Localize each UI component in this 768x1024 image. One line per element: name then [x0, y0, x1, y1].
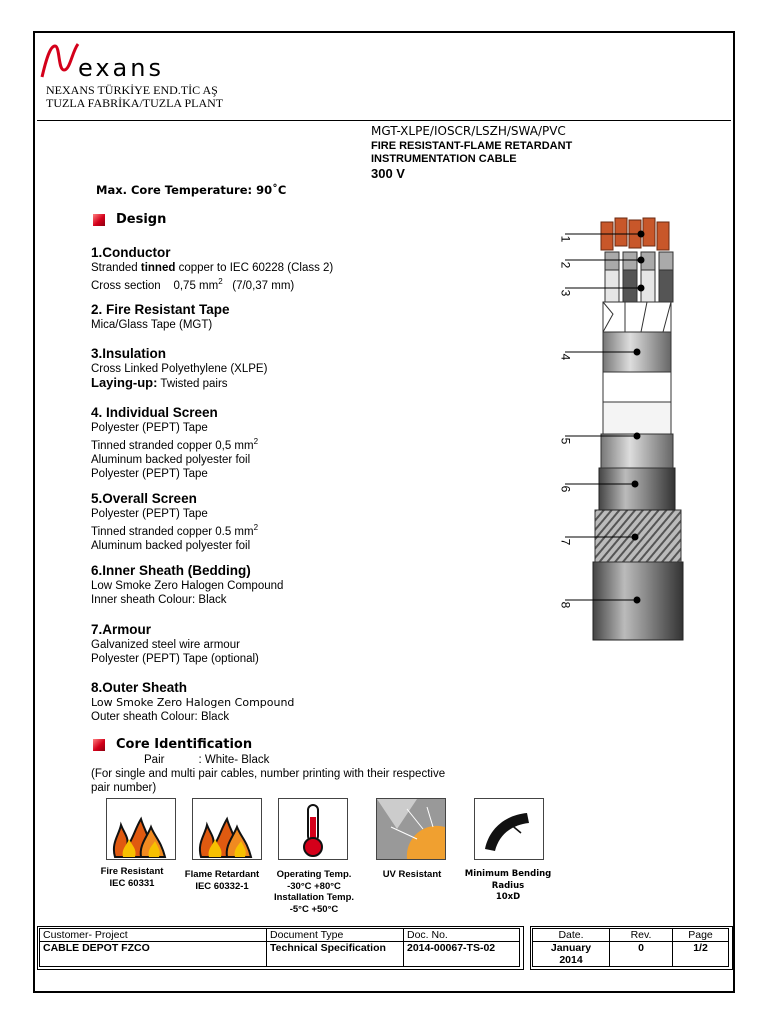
- bullet-icon: [93, 214, 105, 226]
- diagram-label-1: 1: [558, 235, 573, 243]
- core-id-section: [91, 753, 445, 796]
- overall-screen-section: [91, 490, 258, 553]
- armour-line2: Polyester (PEPT) Tape (optional): [91, 653, 259, 666]
- bullet-icon: [93, 739, 105, 751]
- date-value: January 2014: [533, 942, 610, 967]
- insulation-heading: 3.Insulation: [91, 346, 167, 361]
- diagram-label-5: 5: [558, 437, 573, 445]
- doctype-label: Document Type: [267, 929, 404, 942]
- customer-value: CABLE DEPOT FZCO: [40, 942, 267, 967]
- os-line2: Tinned stranded copper 0.5 $mm^2$: [91, 523, 259, 539]
- diagram-label-8: 8: [558, 601, 573, 609]
- conductor-heading: 1.Conductor: [91, 245, 171, 260]
- ins-line1: Low Smoke Zero Halogen Compound: [91, 580, 284, 592]
- title-line2: INSTRUMENTATION CABLE: [371, 153, 517, 165]
- customer-label: Customer- Project: [40, 929, 267, 942]
- individual-screen-heading: 4. Individual Screen: [91, 405, 218, 420]
- title-line1: FIRE RESISTANT-FLAME RETARDANT: [371, 140, 573, 152]
- diagram-label-6: 6: [558, 485, 573, 493]
- outer-line2: Outer sheath Colour: Black: [91, 711, 230, 724]
- bending-caption: Minimum Bending Radius 10xD: [464, 869, 552, 902]
- diagram-label-4: 4: [558, 353, 573, 361]
- doctype-value: Technical Specification: [267, 942, 404, 967]
- is-line3: Aluminum backed polyester foil: [91, 454, 251, 467]
- cross-section: Cross section 0,75 $mm^2$ (7/0,37 mm): [91, 277, 295, 293]
- os-line1: Polyester (PEPT) Tape: [91, 508, 208, 520]
- logo-text: exans: [78, 54, 164, 82]
- inner-sheath-heading: 6.Inner Sheath (Bedding): [91, 563, 251, 578]
- uv-resistant-icon: [376, 798, 446, 860]
- rev-label: Rev.: [610, 929, 673, 942]
- header-divider: [37, 120, 731, 121]
- pair-line: Pair : White- Black: [144, 754, 270, 766]
- os-line3: Aluminum backed polyester foil: [91, 540, 251, 553]
- docno-value: 2014-00067-TS-02: [404, 942, 520, 967]
- title-block: [371, 124, 572, 181]
- voltage: 300 V: [371, 166, 405, 181]
- diagram-label-3: 3: [558, 289, 573, 297]
- bending-radius-icon: [474, 798, 544, 860]
- nexans-logo-icon: [40, 40, 80, 80]
- page-value: 1/2: [673, 942, 729, 967]
- inner-sheath-section: [91, 562, 283, 607]
- fire-tape-heading: 2. Fire Resistant Tape: [91, 302, 230, 317]
- docno-label: Doc. No.: [404, 929, 520, 942]
- is-line2: Tinned stranded copper 0,5 $mm^2$: [91, 437, 259, 453]
- uv-caption: UV Resistant: [382, 869, 442, 880]
- footer-table-left: [39, 928, 520, 967]
- max-core-temperature: Max. Core Temperature: 90˚C: [96, 183, 287, 197]
- fire-resistant-icon: [106, 798, 176, 860]
- armour-section: [91, 621, 259, 666]
- rev-value: 0: [610, 942, 673, 967]
- flame-retardant-icon: [192, 798, 262, 860]
- insulation-section: [91, 345, 267, 391]
- diagram-label-7: 7: [558, 538, 573, 546]
- layup: Laying-up: Twisted pairs: [91, 375, 228, 391]
- armour-heading: 7.Armour: [91, 622, 152, 637]
- page-label: Page: [673, 929, 729, 942]
- outer-sheath-heading: 8.Outer Sheath: [91, 680, 188, 695]
- core-note2: pair number): [91, 782, 157, 795]
- cable-code: MGT-XLPE/IOSCR/LSZH/SWA/PVC: [371, 124, 566, 138]
- outer-sheath-section: [91, 679, 294, 724]
- cable-diagram: [555, 212, 695, 644]
- diagram-label-2: 2: [558, 261, 573, 269]
- conductor-section: [91, 244, 333, 293]
- outer-line1: Low Smoke Zero Halogen Compound: [91, 696, 295, 709]
- fire-tape-desc: Mica/Glass Tape (MGT): [91, 319, 213, 331]
- thermometer-icon: [278, 798, 348, 860]
- fire-tape-section: [91, 301, 230, 332]
- core-note1: (For single and multi pair cables, number printing with their respective: [91, 768, 446, 781]
- armour-line1: Galvanized steel wire armour: [91, 639, 240, 651]
- is-line4: Polyester (PEPT) Tape: [91, 468, 208, 481]
- plant-name: TUZLA FABRİKA/TUZLA PLANT: [46, 96, 224, 110]
- date-label: Date.: [533, 929, 610, 942]
- flame-retardant-caption: Flame Retardant IEC 60332-1: [184, 869, 260, 892]
- core-id-heading: Core Identification: [96, 737, 252, 752]
- insulation-desc: Cross Linked Polyethylene (XLPE): [91, 363, 268, 375]
- conductor-desc: Stranded tinned copper to IEC 60228 (Class 2): [91, 262, 334, 274]
- temperature-caption: Operating Temp. -30°C +80°C Installation Temp. -5°C +50°C: [273, 869, 355, 915]
- design-heading: Design: [96, 212, 166, 227]
- individual-screen-section: [91, 404, 258, 482]
- footer-table-right: [532, 928, 729, 967]
- is-line1: Polyester (PEPT) Tape: [91, 422, 208, 434]
- company-name: NEXANS TÜRKİYE END.TİC AŞ: [46, 83, 218, 97]
- overall-screen-heading: 5.Overall Screen: [91, 491, 197, 506]
- fire-resistant-caption: Fire Resistant IEC 60331: [100, 866, 164, 889]
- ins-line2: Inner sheath Colour: Black: [91, 594, 227, 607]
